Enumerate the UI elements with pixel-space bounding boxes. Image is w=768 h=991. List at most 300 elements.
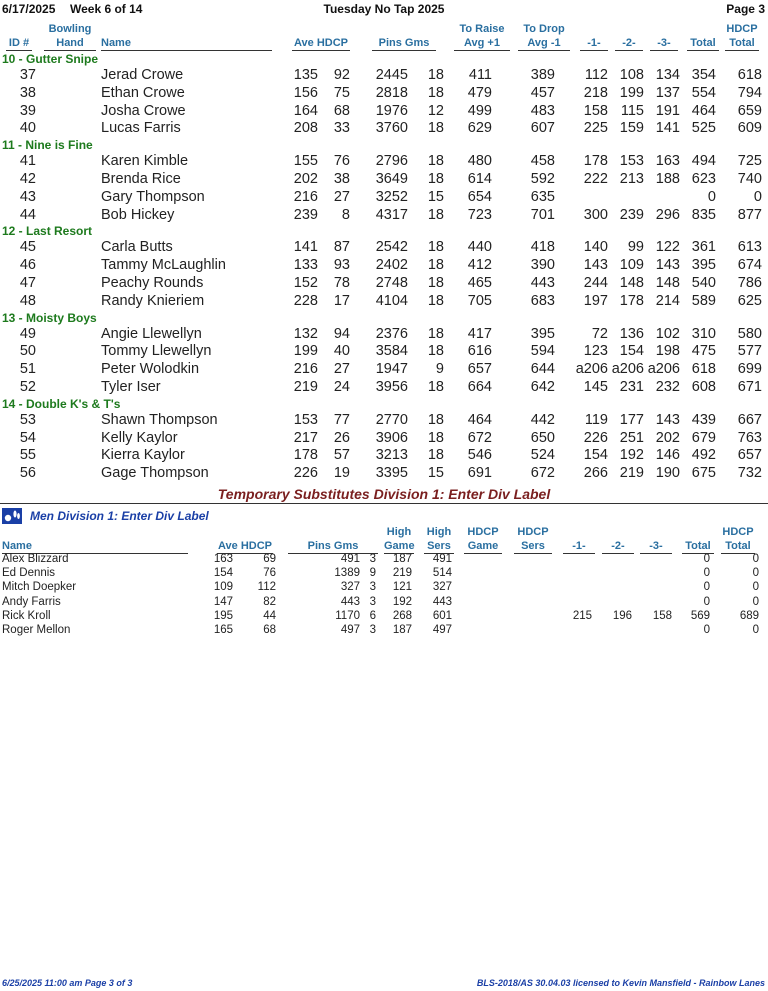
sub-pins: 327 — [340, 581, 360, 594]
sub-high-game: 192 — [392, 595, 412, 608]
bowler-raise: 654 — [467, 188, 492, 205]
bowler-g2: 154 — [619, 343, 644, 360]
bowler-id: 40 — [19, 120, 36, 137]
bowler-hdcp-total: 732 — [737, 465, 762, 482]
bowler-hdcp-total: 659 — [737, 102, 762, 119]
sub-hdcp: 69 — [263, 553, 276, 565]
bowler-drop: 390 — [530, 257, 555, 274]
sub-name: Alex Blizzard — [2, 553, 69, 565]
bowler-g2: 148 — [619, 275, 644, 291]
substitute-row — [0, 610, 768, 624]
bowler-id: 53 — [19, 411, 36, 428]
bowler-pins: 4104 — [375, 292, 408, 309]
sub-hdcp-total: 0 — [752, 553, 759, 565]
bowler-hdcp: 78 — [333, 275, 350, 291]
col-pins-gms: Pins Gms — [372, 36, 436, 51]
bowler-g3: 188 — [655, 171, 680, 187]
bowler-raise: 546 — [467, 447, 492, 464]
bowler-g1: 72 — [591, 325, 608, 342]
bowler-g2: 239 — [619, 206, 644, 223]
sub-hdcp: 68 — [263, 624, 276, 636]
bowler-gms: 9 — [435, 361, 444, 378]
col-to-drop-bottom: Avg -1 — [518, 36, 570, 51]
sub-hdcp: 44 — [263, 609, 276, 622]
bowler-gms: 18 — [427, 292, 444, 309]
sub-name: Mitch Doepker — [2, 581, 77, 594]
bowler-g3: 163 — [655, 153, 680, 170]
bowling-pins-icon — [2, 508, 22, 524]
bowler-name: Josha Crowe — [101, 102, 186, 119]
sub-high-sers: 327 — [432, 581, 452, 594]
sub-pins: 1170 — [335, 609, 360, 622]
bowler-raise: 440 — [467, 239, 492, 256]
bowler-drop: 418 — [530, 239, 555, 256]
bowler-name: Kelly Kaylor — [101, 429, 178, 446]
bowler-gms: 18 — [427, 379, 444, 395]
bowler-pins: 3956 — [375, 379, 408, 395]
bowler-id: 50 — [19, 343, 36, 360]
bowler-g2: 231 — [619, 379, 644, 395]
bowler-pins: 3906 — [375, 429, 408, 446]
bowler-g2: a206 — [611, 361, 644, 378]
sub-high-game: 121 — [392, 581, 412, 594]
bowler-row — [0, 85, 768, 103]
sub-name: Rick Kroll — [2, 609, 51, 622]
substitute-row — [0, 596, 768, 610]
bowler-id: 41 — [19, 153, 36, 170]
bowler-name: Tammy McLaughlin — [101, 257, 226, 274]
bowler-name: Carla Butts — [101, 239, 173, 256]
bowler-hdcp: 57 — [333, 447, 350, 464]
bowler-raise: 417 — [467, 325, 492, 342]
bowler-g1: 218 — [583, 84, 608, 101]
bowler-hdcp-total: 877 — [737, 206, 762, 223]
substitute-row — [0, 624, 768, 638]
bowler-raise: 411 — [468, 67, 492, 83]
sub-col-hdcp-sers-top: HDCP — [517, 526, 549, 538]
bowler-g2: 115 — [620, 102, 644, 119]
bowler-total: 554 — [691, 84, 716, 101]
bowler-id: 47 — [19, 275, 36, 291]
bowler-pins: 4317 — [375, 206, 408, 223]
bowler-gms: 18 — [427, 429, 444, 446]
bowler-gms: 18 — [427, 120, 444, 137]
bowler-raise: 705 — [467, 292, 492, 309]
bowler-name: Kierra Kaylor — [101, 447, 185, 464]
bowler-gms: 15 — [427, 188, 444, 205]
bowler-drop: 395 — [530, 325, 555, 342]
bowler-gms: 18 — [427, 171, 444, 187]
col-id: ID # — [6, 36, 32, 51]
page-header — [0, 0, 768, 16]
bowler-gms: 18 — [427, 275, 444, 291]
sub-col-high-game-bottom: Game — [384, 540, 415, 552]
bowler-name: Shawn Thompson — [101, 411, 218, 428]
bowler-g2: 192 — [619, 447, 644, 464]
bowler-g1: 225 — [583, 120, 608, 137]
bowler-pins: 1947 — [375, 361, 408, 378]
bowler-g3: 148 — [655, 275, 680, 291]
bowler-ave: 208 — [293, 120, 318, 137]
bowler-id: 43 — [19, 188, 36, 205]
bowler-id: 44 — [19, 206, 36, 223]
bowler-pins: 3395 — [375, 465, 408, 482]
bowler-hdcp: 77 — [333, 411, 350, 428]
bowler-pins: 2445 — [375, 67, 408, 83]
bowler-name: Gage Thompson — [101, 465, 209, 482]
col-to-drop-top: To Drop — [523, 23, 565, 35]
bowler-pins: 2748 — [375, 275, 408, 291]
col-bowling-hand-bottom: Hand — [44, 36, 96, 51]
bowler-g2: 251 — [619, 429, 644, 446]
bowler-hdcp: 8 — [341, 206, 350, 223]
bowler-gms: 18 — [427, 447, 444, 464]
bowler-total: 675 — [691, 465, 716, 482]
sub-gms: 3 — [369, 624, 376, 636]
bowler-ave: 178 — [293, 447, 318, 464]
bowler-hdcp-total: 794 — [737, 84, 762, 101]
bowler-g1: 154 — [583, 447, 608, 464]
bowler-row — [0, 67, 768, 85]
bowler-g2: 108 — [619, 67, 644, 83]
bowler-drop: 607 — [530, 120, 555, 137]
bowler-drop: 389 — [530, 67, 555, 83]
bowler-ave: 239 — [293, 206, 318, 223]
substitutes-title: Temporary Substitutes Division 1: Enter Div Label — [217, 486, 551, 502]
bowler-raise: 499 — [467, 102, 492, 119]
bowler-hdcp-total: 0 — [753, 188, 762, 205]
bowler-g3: 296 — [655, 206, 680, 223]
bowler-hdcp-total: 613 — [737, 239, 762, 256]
bowler-hdcp-total: 577 — [737, 343, 762, 360]
bowler-hdcp: 93 — [333, 257, 350, 274]
bowler-row — [0, 103, 768, 121]
bowler-pins: 3584 — [375, 343, 408, 360]
bowler-row — [0, 326, 768, 344]
col-to-raise-bottom: Avg +1 — [454, 36, 510, 51]
bowler-total: 494 — [691, 153, 716, 170]
bowler-g1: 158 — [583, 102, 608, 119]
bowler-ave: 132 — [293, 325, 318, 342]
bowler-pins: 3252 — [375, 188, 408, 205]
bowler-total: 525 — [691, 120, 716, 137]
bowler-g3: 190 — [655, 465, 680, 482]
page-number: Page 3 — [726, 2, 765, 16]
bowler-row — [0, 171, 768, 189]
bowler-row — [0, 153, 768, 171]
bowler-name: Karen Kimble — [101, 153, 189, 170]
bowler-hdcp-total: 609 — [737, 120, 762, 137]
bowler-ave: 228 — [293, 292, 318, 309]
bowler-raise: 614 — [467, 171, 492, 187]
bowler-drop: 650 — [530, 429, 555, 446]
bowler-row — [0, 120, 768, 138]
sub-col-game-3: -3- — [640, 539, 672, 554]
bowler-pins: 3760 — [375, 120, 408, 137]
sub-hdcp-total: 0 — [752, 567, 759, 580]
section-divider — [0, 503, 768, 504]
bowler-g3: 202 — [655, 429, 680, 446]
sub-gms: 3 — [369, 595, 376, 608]
bowler-total: 395 — [691, 257, 716, 274]
bowler-drop: 642 — [530, 379, 555, 395]
bowler-hdcp: 27 — [333, 188, 350, 205]
bowler-g1: 300 — [583, 206, 608, 223]
bowler-id: 48 — [19, 292, 36, 309]
sub-high-sers: 497 — [432, 624, 452, 636]
column-headers — [0, 22, 768, 52]
bowler-ave: 133 — [293, 257, 318, 274]
bowler-id: 38 — [19, 84, 36, 101]
men-division-label: Men Division 1: Enter Div Label — [30, 509, 209, 523]
sub-high-game: 187 — [392, 624, 412, 636]
col-game-1: -1- — [580, 36, 608, 51]
bowler-total: 475 — [691, 343, 716, 360]
bowler-ave: 202 — [293, 171, 318, 187]
bowler-id: 51 — [19, 361, 36, 378]
bowler-total: 310 — [691, 325, 716, 342]
bowler-hdcp-total: 625 — [737, 292, 762, 309]
bowler-g3: 141 — [655, 120, 680, 137]
bowler-pins: 1976 — [375, 102, 408, 119]
bowler-raise: 616 — [467, 343, 492, 360]
bowler-ave: 153 — [293, 411, 318, 428]
sub-col-hdcp-total-bottom: Total — [721, 539, 755, 554]
bowler-hdcp-total: 674 — [737, 257, 762, 274]
bowler-raise: 412 — [467, 257, 492, 274]
sub-hdcp-total: 0 — [752, 595, 759, 608]
sub-col-game-1: -1- — [563, 539, 595, 554]
sub-high-game: 268 — [392, 609, 412, 622]
bowler-gms: 18 — [427, 343, 444, 360]
league-title: Tuesday No Tap 2025 — [323, 2, 445, 16]
bowler-raise: 465 — [467, 275, 492, 291]
substitute-row — [0, 553, 768, 567]
sub-total: 0 — [703, 581, 710, 594]
bowler-g1: 143 — [583, 257, 608, 274]
sub-col-hdcp-game-bottom: Game — [464, 539, 502, 554]
sub-ave: 163 — [213, 553, 233, 565]
bowler-drop: 592 — [530, 171, 555, 187]
sub-pins: 497 — [340, 624, 360, 636]
bowler-drop: 672 — [530, 465, 555, 482]
bowler-row — [0, 343, 768, 361]
bowler-row — [0, 361, 768, 379]
sub-high-sers: 514 — [432, 567, 452, 580]
bowler-row — [0, 447, 768, 465]
bowler-name: Peter Wolodkin — [101, 361, 200, 378]
software-license: BLS-2018/AS 30.04.03 licensed to Kevin Mansfield - Rainbow Lanes — [476, 978, 765, 988]
sub-gms: 3 — [369, 581, 376, 594]
bowler-ave: 155 — [293, 153, 318, 170]
bowler-total: 540 — [691, 275, 716, 291]
bowler-drop: 483 — [530, 102, 555, 119]
sub-total: 0 — [703, 553, 710, 565]
bowler-row — [0, 465, 768, 483]
sub-pins: 1389 — [334, 567, 360, 580]
bowler-row — [0, 239, 768, 257]
sub-name: Andy Farris — [2, 595, 61, 608]
sub-hdcp: 82 — [263, 595, 276, 608]
sub-gms: 6 — [369, 609, 376, 622]
sub-high-sers: 601 — [432, 609, 452, 622]
bowler-name: Ethan Crowe — [101, 84, 185, 101]
sub-g2: 196 — [612, 609, 632, 622]
bowler-drop: 524 — [530, 447, 555, 464]
bowler-raise: 657 — [467, 361, 492, 378]
sub-col-total: Total — [682, 539, 714, 554]
bowler-hdcp: 40 — [333, 343, 350, 360]
bowler-name: Angie Llewellyn — [101, 325, 202, 342]
bowler-g3: 232 — [655, 379, 680, 395]
bowler-g1: 222 — [583, 171, 608, 187]
bowler-hdcp: 38 — [333, 171, 350, 187]
bowler-row — [0, 207, 768, 225]
bowler-ave: 156 — [293, 84, 318, 101]
bowler-pins: 3649 — [375, 171, 408, 187]
sub-col-game-2: -2- — [602, 539, 634, 554]
bowler-g3: 191 — [655, 102, 680, 119]
bowler-gms: 18 — [427, 67, 444, 83]
bowler-hdcp-total: 699 — [737, 361, 762, 378]
bowler-total: 492 — [691, 447, 716, 464]
bowler-g3: 198 — [655, 343, 680, 360]
bowler-g2: 213 — [619, 171, 644, 187]
sub-total: 0 — [703, 567, 710, 580]
bowler-total: 679 — [691, 429, 716, 446]
bowler-drop: 594 — [530, 343, 555, 360]
bowler-g3: 143 — [655, 257, 680, 274]
team-heading: 12 - Last Resort — [2, 224, 93, 239]
bowler-drop: 442 — [530, 411, 555, 428]
bowler-drop: 457 — [530, 84, 555, 101]
bowler-id: 42 — [19, 171, 36, 187]
bowler-name: Tyler Iser — [101, 379, 161, 395]
bowler-row — [0, 293, 768, 311]
bowler-hdcp-total: 671 — [737, 379, 762, 395]
bowler-name: Gary Thompson — [101, 188, 205, 205]
bowler-g3: 134 — [655, 67, 680, 83]
bowler-id: 49 — [19, 325, 36, 342]
bowler-total: 618 — [691, 361, 716, 378]
bowler-hdcp: 17 — [333, 292, 350, 309]
bowler-total: 361 — [691, 239, 716, 256]
col-hdcp-total-top: HDCP — [726, 23, 758, 35]
bowler-g2: 153 — [619, 153, 644, 170]
sub-col-high-game-top: High — [386, 526, 412, 538]
bowler-hdcp-total: 580 — [737, 325, 762, 342]
bowler-name: Lucas Farris — [101, 120, 181, 137]
bowler-pins: 2402 — [375, 257, 408, 274]
sub-ave: 165 — [213, 624, 233, 636]
bowler-hdcp: 76 — [333, 153, 350, 170]
bowler-name: Tommy Llewellyn — [101, 343, 212, 360]
bowler-id: 56 — [19, 465, 36, 482]
bowler-g1: 140 — [583, 239, 608, 256]
bowler-id: 37 — [19, 67, 36, 83]
bowler-gms: 18 — [427, 84, 444, 101]
bowler-total: 0 — [707, 188, 716, 205]
bowler-raise: 480 — [467, 153, 492, 170]
bowler-total: 354 — [691, 67, 716, 83]
sub-hdcp-total: 689 — [739, 609, 759, 622]
bowler-hdcp: 26 — [333, 429, 350, 446]
bowler-gms: 18 — [427, 411, 444, 428]
sub-total: 0 — [703, 624, 710, 636]
bowler-hdcp: 75 — [333, 84, 350, 101]
bowler-gms: 15 — [427, 465, 444, 482]
sub-pins: 443 — [340, 595, 360, 608]
bowler-drop: 443 — [530, 275, 555, 291]
sub-col-hdcp-game-top: HDCP — [467, 526, 499, 538]
col-ave-hdcp: Ave HDCP — [294, 37, 348, 49]
bowler-row — [0, 257, 768, 275]
report-date: 6/17/2025 — [2, 2, 56, 16]
col-game-3: -3- — [650, 36, 678, 51]
sub-total: 569 — [690, 609, 710, 622]
bowler-g2: 99 — [627, 239, 644, 256]
sub-col-pins-gms: Pins Gms — [288, 539, 378, 554]
bowler-hdcp: 27 — [333, 361, 350, 378]
bowler-ave: 216 — [293, 188, 318, 205]
sub-ave: 195 — [213, 609, 233, 622]
sub-col-hdcp-total-top: HDCP — [722, 526, 754, 538]
bowler-pins: 3213 — [375, 447, 408, 464]
bowler-hdcp: 87 — [333, 239, 350, 256]
bowler-g3: a206 — [647, 361, 680, 378]
bowler-gms: 18 — [427, 153, 444, 170]
bowler-drop: 701 — [530, 206, 555, 223]
col-to-raise-top: To Raise — [459, 23, 505, 35]
bowler-g2: 159 — [619, 120, 644, 137]
sub-hdcp: 76 — [263, 567, 276, 580]
bowler-ave: 216 — [293, 361, 318, 378]
bowler-g2: 178 — [619, 292, 644, 309]
bowler-ave: 135 — [293, 67, 318, 83]
sub-pins: 491 — [340, 553, 360, 565]
bowler-id: 39 — [19, 102, 36, 119]
bowler-row — [0, 189, 768, 207]
team-heading: 13 - Moisty Boys — [2, 310, 97, 325]
bowler-total: 623 — [691, 171, 716, 187]
bowler-raise: 464 — [467, 411, 492, 428]
col-bowling-hand-top: Bowling — [48, 23, 92, 35]
bowler-pins: 2796 — [375, 153, 408, 170]
bowler-gms: 18 — [427, 206, 444, 223]
bowler-g1: 145 — [583, 379, 608, 395]
sub-ave: 109 — [213, 581, 233, 594]
bowler-raise: 664 — [467, 379, 492, 395]
page-footer — [0, 978, 768, 990]
bowler-g1: a206 — [575, 361, 608, 378]
sub-col-high-sers-top: High — [426, 526, 452, 538]
bowler-hdcp-total: 618 — [737, 67, 762, 83]
sub-col-hdcp-sers-bottom: Sers — [514, 539, 552, 554]
bowler-g1: 112 — [584, 67, 608, 83]
bowler-name: Jerad Crowe — [101, 67, 184, 83]
sub-hdcp: 112 — [257, 581, 276, 594]
bowler-hdcp-total: 725 — [737, 153, 762, 170]
bowler-gms: 12 — [427, 102, 444, 119]
col-name: Name — [101, 36, 272, 51]
bowler-g1: 226 — [583, 429, 608, 446]
sub-ave: 154 — [213, 567, 233, 580]
bowler-hdcp: 33 — [333, 120, 350, 137]
bowler-name: Randy Knieriem — [101, 292, 205, 309]
bowler-drop: 683 — [530, 292, 555, 309]
bowler-g3: 143 — [655, 411, 680, 428]
print-timestamp: 6/25/2025 11:00 am Page 3 of 3 — [2, 978, 133, 988]
